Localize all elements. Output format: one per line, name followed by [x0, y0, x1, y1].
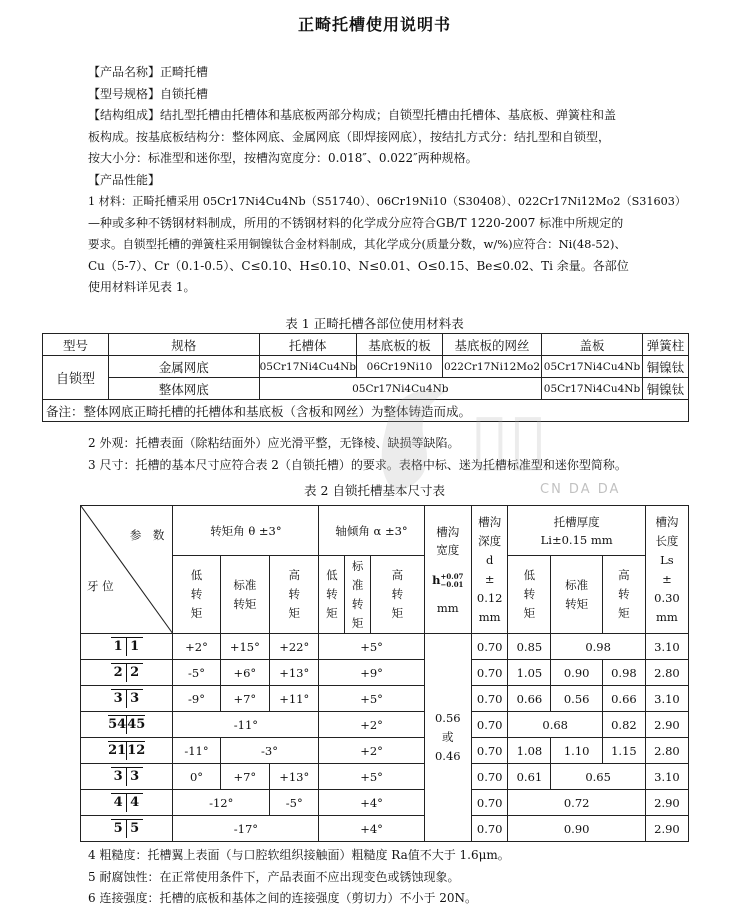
- cell-slot-length: 2.80: [645, 660, 688, 686]
- line-material-1: 1 材料：正畸托槽采用 05Cr17Ni4Cu4Nb（S51740）、06Cr19Ni10（S30408）、022Cr17Ni12Mo2（S31603）: [88, 195, 687, 208]
- line-material-4: Cu（5-7）、Cr（0.1-0.5）、C≤0.10、H≤0.10、N≤0.01、O≤0.15、Be≤0.02、Ti 余量。各部位: [88, 258, 629, 273]
- table1-caption: 表 1 正畸托槽各部位使用材料表: [285, 316, 464, 331]
- cell-slot-length: 2.90: [645, 816, 688, 842]
- cell-tip: +4°: [319, 790, 424, 816]
- line-roughness: 4 粗糙度：托槽翼上表面（与口腔软组织接触面）粗糙度 Ra值不大于 1.6μm。: [88, 848, 510, 862]
- cell-torque-low: -9°: [173, 686, 220, 712]
- th-body: 托槽体: [259, 334, 356, 356]
- cell-thick-all: 0.90: [508, 816, 645, 842]
- table-note: 备注：整体网底正畸托槽的托槽体和基底板（含板和网丝）为整体铸造而成。: [43, 400, 689, 422]
- th-model: 型号: [43, 334, 109, 356]
- watermark-text: CN DA DA: [540, 482, 621, 497]
- cell-torque-std: +7°: [220, 686, 269, 712]
- table-row: [81, 738, 689, 764]
- line-corrosion: 5 耐腐蚀性：在正常使用条件下，产品表面不应出现变色或锈蚀现象。: [88, 869, 460, 884]
- th-tip-high: 高 转 矩: [370, 556, 424, 634]
- cell-thick-std: 1.10: [551, 738, 603, 764]
- cell-tip: +5°: [319, 634, 424, 660]
- th-torque: 转矩角 θ ±3°: [173, 506, 319, 556]
- th-thick-high: 高 转 矩: [602, 556, 645, 634]
- cell-torque-low: -11°: [173, 738, 220, 764]
- cell-slot-depth: 0.70: [471, 738, 508, 764]
- line-material-5: 使用材料详见表 1。: [88, 280, 196, 294]
- th-cover: 盖板: [542, 334, 643, 356]
- th-torque-std: 标准 转矩: [220, 556, 269, 634]
- line-size: 3 尺寸：托槽的基本尺寸应符合表 2（自锁托槽）的要求。表格中标、迷为托槽标准型和迷你型简称。: [88, 457, 627, 472]
- cell-cover: 05Cr17Ni4Cu4Nb: [542, 378, 643, 400]
- tooth-position: 3 3: [81, 686, 173, 712]
- cell-torque-std: +15°: [220, 634, 269, 660]
- cell-torque-high: -5°: [270, 790, 319, 816]
- tooth-position: 2 2: [81, 660, 173, 686]
- cell-slot-length: 2.80: [645, 738, 688, 764]
- cell-tip: +5°: [319, 686, 424, 712]
- th-tip: 轴倾角 α ±3°: [319, 506, 424, 556]
- table-row: [81, 712, 689, 738]
- table2-caption: 表 2 自锁托槽基本尺寸表: [304, 483, 445, 498]
- table-row: [81, 764, 689, 790]
- cell-torque-high: +11°: [270, 686, 319, 712]
- line-material-3: 要求。自锁型托槽的弹簧柱采用铜镍钛合金材料制成，其化学成分(质量分数，w/%)应符合：Ni(48-52)、: [88, 237, 626, 251]
- cell-torque-high: +13°: [270, 660, 319, 686]
- line-performance: 【产品性能】: [88, 172, 161, 187]
- cell-thick-merged: 0.68: [508, 712, 603, 738]
- th-thick-std: 标准 转矩: [551, 556, 603, 634]
- tooth-position: 1 1: [81, 634, 173, 660]
- cell-thick-low: 0.85: [508, 634, 551, 660]
- cell-thick-high: 0.98: [602, 660, 645, 686]
- cell-thick-low: 1.05: [508, 660, 551, 686]
- cell-thick-std: 0.90: [551, 660, 603, 686]
- cell-thick-std: 0.98: [551, 634, 646, 660]
- cell-slot-depth: 0.70: [471, 790, 508, 816]
- bottom-paragraphs: [88, 845, 688, 906]
- th-slot-width: 槽沟宽度 h+0.07 −0.01 mm: [424, 506, 471, 634]
- cell-torque-all: -17°: [173, 816, 319, 842]
- th-thickness: 托槽厚度 Li±0.15 mm: [508, 506, 645, 556]
- cell-torque-low: -5°: [173, 660, 220, 686]
- cell-mesh: 022Cr17Ni12Mo2: [443, 356, 542, 378]
- cell-torque-high: +22°: [270, 634, 319, 660]
- th-tip-std: 标 准 转 矩: [345, 556, 371, 634]
- th-spring: 弹簧柱: [643, 334, 689, 356]
- cell-slot-depth: 0.70: [471, 660, 508, 686]
- tooth-position: 5 5: [81, 816, 173, 842]
- cell-slot-depth: 0.70: [471, 686, 508, 712]
- cell-tip: +4°: [319, 816, 424, 842]
- cell-model: 自锁型: [43, 356, 109, 400]
- document-title: 正畸托槽使用说明书: [297, 15, 451, 34]
- cell-torque-std: +7°: [220, 764, 269, 790]
- line-bond-strength: 6 连接强度：托槽的底板和基体之间的连接强度（剪切力）不小于 20N。: [88, 891, 478, 905]
- intro-paragraphs: [88, 62, 688, 299]
- svg-text:▯▯: ▯▯: [470, 397, 548, 479]
- cell-slot-width: 0.56 或 0.46: [424, 634, 471, 842]
- cell-slot-length: 2.90: [645, 712, 688, 738]
- line-appearance: 2 外观：托槽表面（除粘结面外）应光滑平整，无锋棱、缺损等缺陷。: [88, 436, 460, 450]
- cell-merged-material: 05Cr17Ni4Cu4Nb: [259, 378, 541, 400]
- cell-torque-low: +2°: [173, 634, 220, 660]
- cell-slot-length: 3.10: [645, 634, 688, 660]
- cell-slot-depth: 0.70: [471, 712, 508, 738]
- cell-plate: 06Cr19Ni10: [357, 356, 443, 378]
- corner-header: 参 数 牙 位: [81, 506, 173, 634]
- cell-tip: +9°: [319, 660, 424, 686]
- cell-thick-high: 0.66: [602, 686, 645, 712]
- cell-slot-depth: 0.70: [471, 816, 508, 842]
- th-thick-low: 低 转 矩: [508, 556, 551, 634]
- cell-thick-low: 0.66: [508, 686, 551, 712]
- cell-thick-high: 0.82: [602, 712, 645, 738]
- th-tip-low: 低 转 矩: [319, 556, 345, 634]
- table-row: [81, 816, 689, 842]
- cell-thick-low: 0.61: [508, 764, 551, 790]
- tooth-position: 5445: [81, 712, 173, 738]
- cell-slot-length: 2.90: [645, 790, 688, 816]
- cell-thick-high: 1.15: [602, 738, 645, 764]
- th-spec: 规格: [109, 334, 260, 356]
- line-structure-3: 按大小分：标准型和迷你型，按槽沟宽度分：0.018″、0.022″两种规格。: [88, 151, 478, 165]
- cell-cover: 05Cr17Ni4Cu4Nb: [542, 356, 643, 378]
- line-material-2: —种或多种不锈钢材料制成，所用的不锈钢材料的化学成分应符合GB/T 1220-2007 标准中所规定的: [88, 215, 624, 230]
- line-structure-2: 板构成。按基底板结构分：整体网底、金属网底（即焊接网底），按结扎方式分：结扎型和自锁型，: [88, 129, 611, 144]
- table-row: [81, 660, 689, 686]
- tooth-position: 3 3: [81, 764, 173, 790]
- cell-thick-low: 1.08: [508, 738, 551, 764]
- table-row: [81, 686, 689, 712]
- th-plate: 基底板的板: [357, 334, 443, 356]
- cell-torque-high: +13°: [270, 764, 319, 790]
- th-slot-depth: 槽沟 深度 d ± 0.12 mm: [471, 506, 508, 634]
- cell-spring: 铜镍钛: [643, 378, 689, 400]
- cell-slot-length: 3.10: [645, 686, 688, 712]
- table-row: [81, 634, 689, 660]
- cell-thick-std: 0.56: [551, 686, 603, 712]
- line-model-spec: 【型号规格】自锁托槽: [88, 86, 209, 101]
- line-product-name: 【产品名称】正畸托槽: [88, 65, 209, 79]
- cell-thick-all: 0.72: [508, 790, 645, 816]
- cell-spec: 整体网底: [109, 378, 260, 400]
- th-slot-length: 槽沟 长度 Ls ± 0.30 mm: [645, 506, 688, 634]
- cell-torque-merged: -12°: [173, 790, 270, 816]
- table-row: [81, 790, 689, 816]
- cell-tip: +5°: [319, 764, 424, 790]
- cell-tip: +2°: [319, 712, 424, 738]
- table-header-row: [81, 506, 689, 556]
- cell-torque-merged: -3°: [220, 738, 319, 764]
- cell-slot-length: 3.10: [645, 764, 688, 790]
- th-torque-low: 低 转 矩: [173, 556, 220, 634]
- cell-torque-low: 0°: [173, 764, 220, 790]
- cell-torque-merged: -11°: [173, 712, 319, 738]
- th-torque-high: 高 转 矩: [270, 556, 319, 634]
- line-structure-1: 【结构组成】结扎型托槽由托槽体和基底板两部分构成；自锁型托槽由托槽体、基底板、弹簧柱和盖: [88, 108, 617, 122]
- cell-thick-merged: 0.65: [551, 764, 646, 790]
- tooth-position: 4 4: [81, 790, 173, 816]
- dimension-table: [80, 505, 689, 842]
- cell-torque-std: +6°: [220, 660, 269, 686]
- cell-slot-depth: 0.70: [471, 634, 508, 660]
- th-mesh: 基底板的网丝: [443, 334, 542, 356]
- cell-tip: +2°: [319, 738, 424, 764]
- table-header-row: [43, 334, 689, 356]
- cell-spring: 铜镍钛: [643, 356, 689, 378]
- tooth-position: 2112: [81, 738, 173, 764]
- cell-spec: 金属网底: [109, 356, 260, 378]
- cell-body: 05Cr17Ni4Cu4Nb: [259, 356, 356, 378]
- cell-slot-depth: 0.70: [471, 764, 508, 790]
